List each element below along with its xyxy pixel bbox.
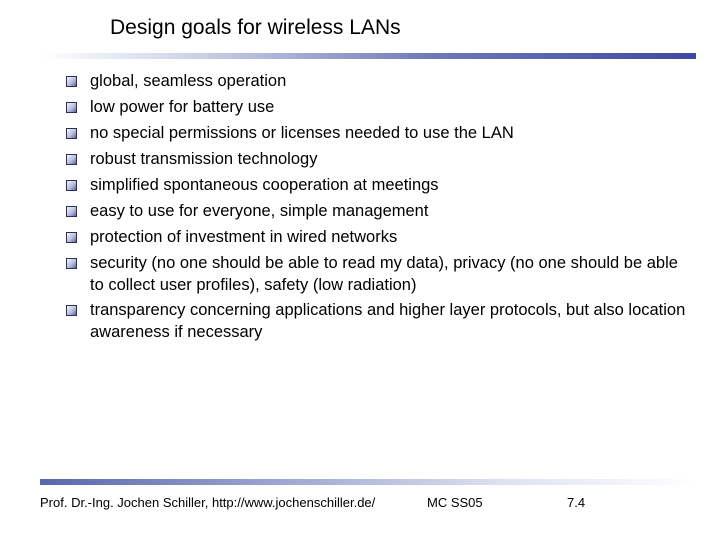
footer-author: Prof. Dr.-Ing. Jochen Schiller, http://www.jochenschiller.de/ — [40, 495, 376, 510]
footer-course: MC SS05 — [427, 495, 483, 510]
bullet-text: protection of investment in wired networks — [90, 228, 398, 246]
list-item — [66, 148, 696, 170]
square-bullet-icon — [66, 232, 77, 243]
bullet-text: global, seamless operation — [90, 72, 287, 90]
square-bullet-icon — [66, 305, 77, 316]
square-bullet-icon — [66, 154, 77, 165]
bullet-text: security (no one should be able to read my data), privacy (no one should be able to collect user profiles), safety (low radiation) — [90, 254, 678, 294]
list-item — [66, 96, 696, 118]
list-item — [66, 70, 696, 92]
list-item — [66, 252, 696, 296]
bullet-text: no special permissions or licenses needed to use the LAN — [90, 124, 514, 142]
square-bullet-icon — [66, 128, 77, 139]
square-bullet-icon — [66, 258, 77, 269]
bullet-list — [66, 70, 696, 346]
square-bullet-icon — [66, 76, 77, 87]
list-item — [66, 226, 696, 248]
square-bullet-icon — [66, 206, 77, 217]
footer-divider — [40, 479, 696, 485]
bullet-text: easy to use for everyone, simple management — [90, 202, 429, 220]
list-item — [66, 174, 696, 196]
title-divider — [40, 53, 696, 59]
bullet-text: transparency concerning applications and higher layer protocols, but also location awareness if necessary — [90, 301, 686, 341]
list-item — [66, 299, 696, 343]
bullet-text: low power for battery use — [90, 98, 275, 116]
square-bullet-icon — [66, 180, 77, 191]
slide-title: Design goals for wireless LANs — [110, 16, 401, 39]
bullet-text: robust transmission technology — [90, 150, 318, 168]
list-item — [66, 122, 696, 144]
page-number: 7.4 — [567, 495, 586, 510]
list-item — [66, 200, 696, 222]
bullet-text: simplified spontaneous cooperation at meetings — [90, 176, 439, 194]
square-bullet-icon — [66, 102, 77, 113]
